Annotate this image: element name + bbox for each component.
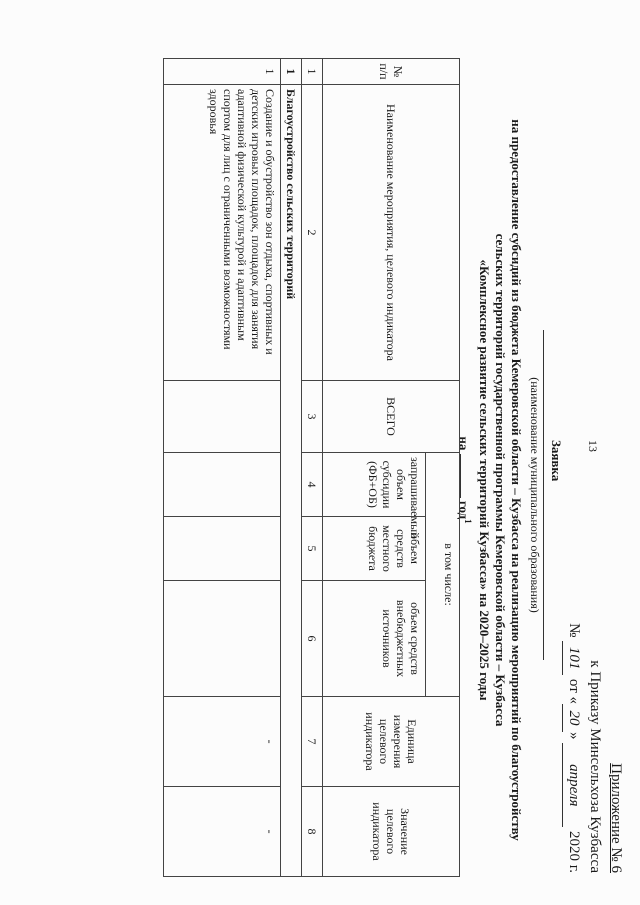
appendix-header (562, 623, 626, 873)
row-local (164, 517, 281, 581)
row-subsidy (164, 453, 281, 517)
section-title: Благоустройство сельских территорий (281, 85, 302, 877)
row-total (164, 381, 281, 453)
colnum-4: 4 (302, 453, 323, 517)
order-number: 101 (562, 641, 584, 675)
page-number: 13 (586, 440, 600, 452)
colnum-6: 6 (302, 581, 323, 697)
application-table (163, 58, 460, 877)
header-including: в том числе: (425, 453, 459, 697)
order-year: 2020 г. (566, 831, 582, 873)
description-line-2: сельских территорий государственной программы Кемеровской области – Кузбасса (493, 233, 508, 727)
colnum-8: 8 (302, 787, 323, 877)
description-line-1: на предоставление субсидий из бюджета Кемеровской области – Кузбасса на реализацию мероприятий по благоустройству (509, 119, 524, 841)
header-offbudget: объем средств внебюджетных источников (323, 581, 426, 697)
colnum-2: 2 (302, 85, 323, 381)
colnum-7: 7 (302, 697, 323, 787)
header-subsidy: запрашиваемый объем субсидии (ФБ+ОБ) (323, 453, 426, 517)
header-total: ВСЕГО (323, 381, 460, 453)
order-reference: к Приказу Минсельхоза Кузбасса (587, 660, 603, 873)
header-name: Наименование мероприятия, целевого индикатора (323, 85, 460, 381)
order-month: апреля (562, 743, 584, 827)
row-offbudget (164, 581, 281, 697)
colnum-5: 5 (302, 517, 323, 581)
year-prefix: на (456, 436, 472, 451)
document-title: Заявка (549, 440, 564, 482)
order-day-close: » (566, 732, 582, 740)
description-line-3: «Комплексное развитие сельских территорий Кузбасса» на 2020–2025 годы (477, 259, 492, 701)
municipality-caption: (наименование муниципального образования) (528, 377, 542, 613)
order-from-label: от « (566, 678, 582, 705)
row-unit: - (164, 697, 281, 787)
header-num: № п/п (323, 59, 460, 85)
section-row (281, 59, 302, 877)
header-unit: Единица измерения целевого индикатора (323, 697, 460, 787)
table-header-row-1 (425, 59, 459, 877)
order-details (562, 623, 584, 873)
order-no-label: № (566, 623, 582, 638)
colnum-1: 1 (302, 59, 323, 85)
row-value: - (164, 787, 281, 877)
year-suffix: год (456, 500, 472, 520)
order-day: 20 (562, 704, 584, 732)
header-value: Значение целевого индикатора (323, 787, 460, 877)
row-name: Создание и обустройство зон отдыха, спортивных и детских игровых площадок, площадок для занятия адаптивной физической культурой и адаптивным спортом для лиц с ограниченными возможностями здоровья (164, 85, 281, 381)
municipality-blank-line (543, 330, 544, 660)
row-num: 1 (164, 59, 281, 85)
table-row (164, 59, 281, 877)
colnum-3: 3 (302, 381, 323, 453)
header-local: объем средств местного бюджета (323, 517, 426, 581)
footnote-mark: 1 (463, 519, 473, 524)
column-number-row (302, 59, 323, 877)
appendix-label: Приложение № 6 (608, 763, 624, 873)
application-description (456, 100, 524, 860)
section-num: 1 (281, 59, 302, 85)
